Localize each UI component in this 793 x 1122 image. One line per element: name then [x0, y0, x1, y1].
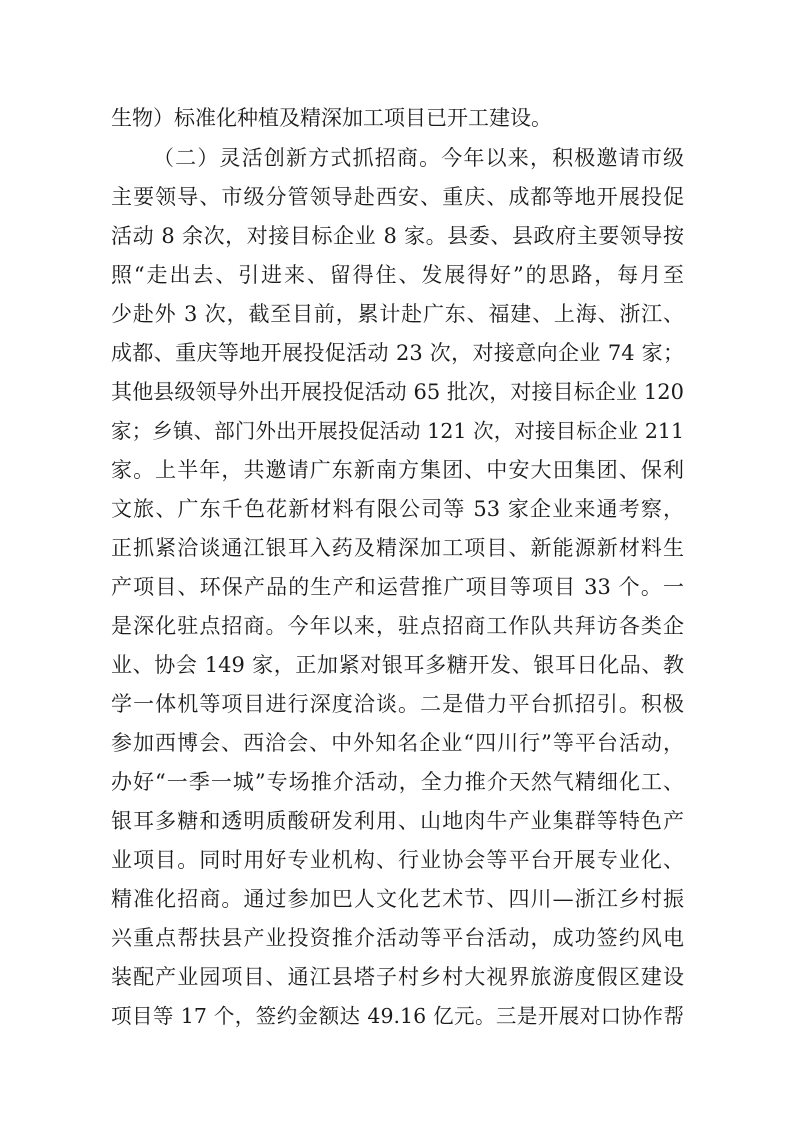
paragraph-line: 是深化驻点招商。今年以来，驻点招商工作队共拜访各类企 — [111, 614, 684, 638]
paragraph-line: 业项目。同时用好专业机构、行业协会等平台开展专业化、 — [111, 848, 684, 872]
paragraph-line: 少赴外 3 次，截至目前，累计赴广东、福建、上海、浙江、 — [111, 302, 684, 326]
paragraph-line: 正抓紧洽谈通江银耳入药及精深加工项目、新能源新材料生 — [111, 536, 684, 560]
paragraph-line: 家；乡镇、部门外出开展投促活动 121 次，对接目标企业 211 — [111, 419, 684, 443]
paragraph-line: 兴重点帮扶县产业投资推介活动等平台活动，成功签约风电 — [111, 926, 684, 950]
paragraph-line: 产项目、环保产品的生产和运营推广项目等项目 33 个。一 — [111, 575, 684, 599]
paragraph-line: 生物）标准化种植及精深加工项目已开工建设。 — [111, 106, 552, 130]
paragraph-line: 装配产业园项目、通江县塔子村乡村大视界旅游度假区建设 — [111, 965, 684, 989]
paragraph-line: 学一体机等项目进行深度洽谈。二是借力平台抓招引。积极 — [111, 692, 684, 716]
paragraph-line: 参加西博会、西洽会、中外知名企业“四川行”等平台活动， — [111, 731, 684, 755]
paragraph-line: 精准化招商。通过参加巴人文化艺术节、四川—浙江乡村振 — [111, 887, 684, 911]
paragraph-line: 业、协会 149 家，正加紧对银耳多糖开发、银耳日化品、教 — [111, 653, 684, 677]
paragraph-line: 主要领导、市级分管领导赴西安、重庆、成都等地开展投促 — [111, 185, 684, 209]
paragraph-line: 银耳多糖和透明质酸研发利用、山地肉牛产业集群等特色产 — [111, 809, 684, 833]
paragraph-line: 活动 8 余次，对接目标企业 8 家。县委、县政府主要领导按 — [111, 224, 684, 248]
paragraph-line: 其他县级领导外出开展投促活动 65 批次，对接目标企业 120 — [111, 380, 684, 404]
section-heading-line: （二）灵活创新方式抓招商。今年以来，积极邀请市级 — [153, 146, 684, 170]
paragraph-line: 文旅、广东千色花新材料有限公司等 53 家企业来通考察， — [111, 497, 684, 521]
paragraph-line: 家。上半年，共邀请广东新南方集团、中安大田集团、保利 — [111, 458, 684, 482]
paragraph-line: 办好“一季一城”专场推介活动，全力推介天然气精细化工、 — [111, 770, 684, 794]
paragraph-line: 成都、重庆等地开展投促活动 23 次，对接意向企业 74 家； — [111, 341, 684, 365]
paragraph-line: 照“走出去、引进来、留得住、发展得好”的思路，每月至 — [111, 263, 684, 287]
paragraph-line: 项目等 17 个，签约金额达 49.16 亿元。三是开展对口协作帮 — [111, 1004, 684, 1028]
